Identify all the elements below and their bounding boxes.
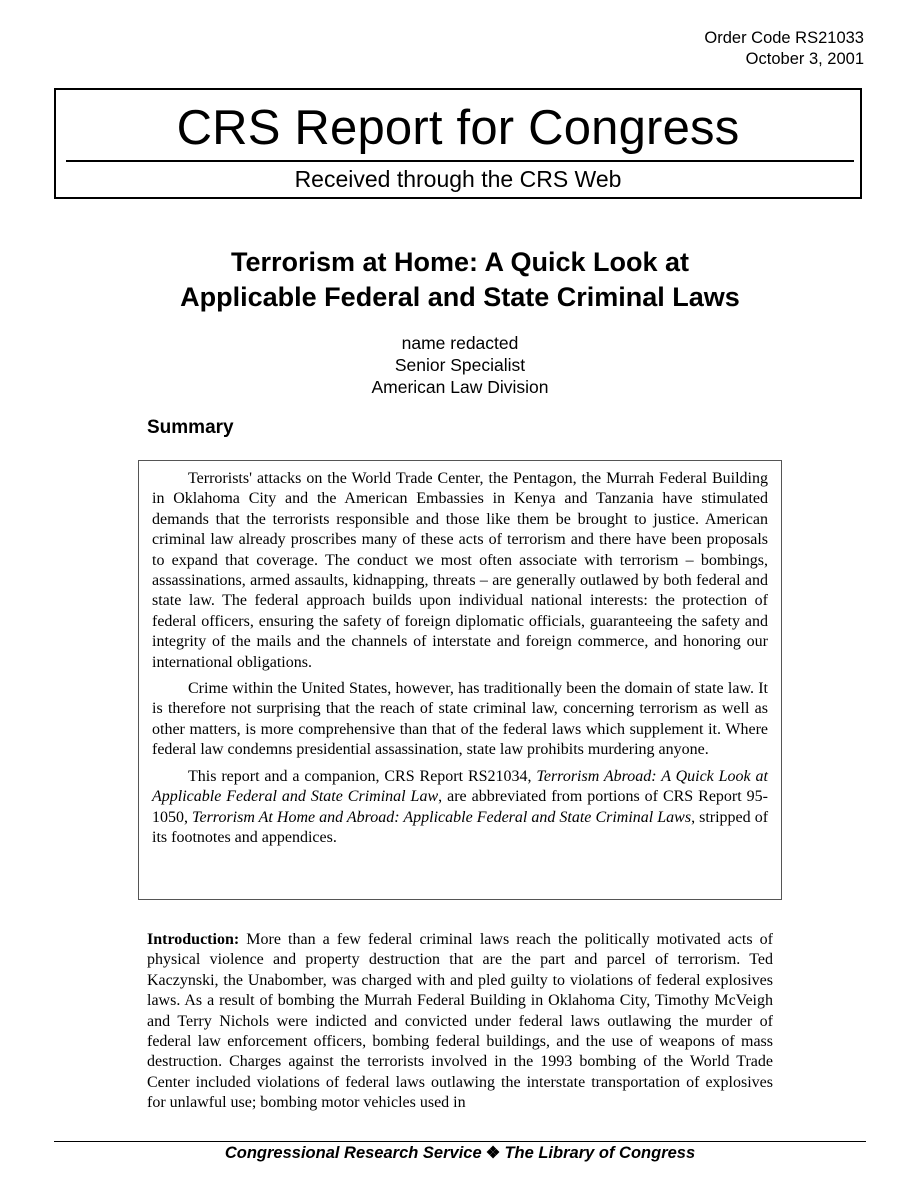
report-date: October 3, 2001 [745,50,864,68]
order-info [704,28,864,70]
introduction-text: More than a few federal criminal laws reach the politically motivated acts of physical violence and property destruction that are the part and parcel of terrorism. Ted Kaczynski, the Unabomber, was charged with and pled guilty to violations of federal explosives laws. As a result of bombing the Murrah Federal Building in Oklahoma City, Timothy McVeigh and Terry Nichols were indicted and convicted under federal laws outlawing the murder of federal law enforcement officers, bombing federal buildings, and the use of weapons of mass destruction. Charges against the terrorists involved in the 1993 bombing of the World Trade Center included violations of federal laws outlawing the interstate transportation of explosives for unlawful use; bombing motor vehicles used in [147,931,773,1112]
summary-p3-text-2: , are abbreviated from portions of CRS Report 95-1050, [152,788,769,826]
report-series-title: CRS Report for Congress [176,101,740,155]
summary-paragraph-2: Crime within the United States, however, has traditionally been the domain of state law. It is therefore not surprising that the reach of state criminal law, concerning terrorism as well as other matters, is more comprehensive than that of the federal laws which supplement it. Where federal law condemns presidential assassination, state law prohibits murdering anyone. [152,680,768,759]
summary-paragraph-1: Terrorists' attacks on the World Trade Center, the Pentagon, the Murrah Federal Building in Oklahoma City and the American Embassies in Kenya and Tanzania have stimulated demands that the terrorists responsible and those like them be brought to justice. American criminal law already proscribes many of these acts of terrorism and there have been proposals to expand that coverage. The conduct we most often associate with terrorism – bombings, assassinations, armed assaults, kidnapping, threats – are generally outlawed by both federal and state law. The federal approach builds upon individual national interests: the protection of federal officers, ensuring the safety of foreign diplomatic officials, guaranteeing the safety and integrity of the mails and the channels of interstate and foreign commerce, and honoring our international obligations. [152,470,768,671]
footer-library: The Library of Congress [504,1144,696,1162]
introduction-paragraph [147,930,773,1114]
document-title-line-2: Applicable Federal and State Criminal Laws [180,282,740,312]
summary-p3-text-1: This report and a companion, CRS Report RS21034, [188,767,537,785]
author-name: name redacted [401,333,519,353]
footer-divider [54,1141,866,1142]
footer-organization: Congressional Research Service [224,1144,482,1162]
summary-paragraph-3 [152,767,768,849]
summary-heading: Summary [147,417,234,438]
document-title [0,245,920,315]
header-divider [66,160,854,162]
document-title-line-1: Terrorism at Home: A Quick Look at [230,247,690,277]
author-title: Senior Specialist [394,355,526,375]
footer [0,1143,920,1163]
report-header-box [54,88,862,199]
diamond-separator-icon: ❖ [485,1144,501,1162]
summary-box [138,460,782,900]
order-code: Order Code RS21033 [704,29,864,47]
introduction-label: Introduction: [147,931,240,948]
source-report-title: Terrorism At Home and Abroad: Applicable Federal and State Criminal Laws [192,808,692,826]
companion-report-title: Terrorism Abroad: A Quick Look at Applicable Federal and State Criminal Law [152,767,768,806]
report-series-subtitle: Received through the CRS Web [294,166,622,192]
author-division: American Law Division [371,377,549,397]
summary-p3-text-3: , stripped of its footnotes and appendices. [152,808,769,846]
author-block [0,332,920,398]
